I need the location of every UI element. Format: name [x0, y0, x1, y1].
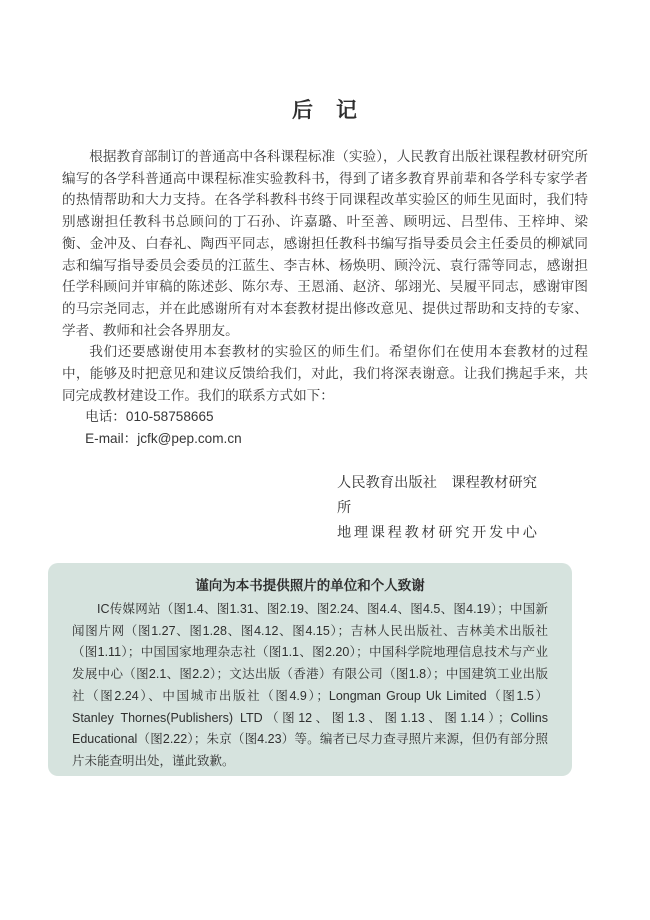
photo-credits-text: IC传媒网站（图1.4、图1.31、图2.19、图2.24、图4.4、图4.5、图4.19）；中国新闻图片网（图1.27、图1.28、图4.12、图4.15）；吉林人民出版社、吉林美术出版社（图1.11）；中国国家地理杂志社（图1.1、图2.20）；中国科学院地理信息技术与产业发展中心（图2.1、图2.2）；文达出版（香港）有限公司（图1.8）；中国建筑工业出版社（图2.24）、中国城市出版社（图4.9）；Longman Group Uk Limited（图1.5） Stanley Thornes(Publishers) LTD（图12、图1.3、图1.13、图1.14）；Collins Educational（图2.22）；朱京（图4.23）等。编者已尽力查寻照片来源，但仍有部分照片未能查明出处，谨此致歉。: [72, 602, 548, 768]
contact-phone: 电话：010-58758665: [85, 409, 214, 425]
photo-credits-box: [48, 563, 572, 776]
page-title: 后 记: [292, 99, 358, 122]
photo-credits-title: 谨向为本书提供照片的单位和个人致谢: [195, 578, 425, 593]
signature-line-publisher: 人民教育出版社 课程教材研究所: [337, 475, 537, 516]
afterword-paragraph: 我们还要感谢使用本套教材的实验区的师生们。希望你们在使用本套教材的过程中，能够及时把意见和建议反馈给我们，对此，我们将深表谢意。让我们携起手来，共同完成教材建设工作。我们的联系方式如下：: [62, 344, 588, 403]
signature-line-center: 地理课程教材研究开发中心: [337, 525, 537, 541]
afterword-paragraph: 根据教育部制订的普通高中各科课程标准（实验），人民教育出版社课程教材研究所编写的各学科普通高中课程标准实验教科书，得到了诸多教育界前辈和各学科专家学者的热情帮助和大力支持。在各学科教科书终于同课程改革实验区的师生见面时，我们特别感谢担任教科书总顾问的丁石孙、许嘉璐、叶至善、顾明远、吕型伟、王梓坤、梁衡、金冲及、白春礼、陶西平同志，感谢担任教科书编写指导委员会主任委员的柳斌同志和编写指导委员会委员的江蓝生、李吉林、杨焕明、顾泠沅、袁行霈等同志，感谢担任学科顾问并审稿的陈述彭、陈尔寿、王恩涌、赵济、邬翊光、吴履平同志，感谢审图的马宗尧同志，并在此感谢所有对本套教材提出修改意见、提供过帮助和支持的专家、学者、教师和社会各界朋友。: [62, 149, 588, 338]
contact-email: E-mail：jcfk@pep.com.cn: [85, 431, 242, 447]
afterword-body: [62, 146, 588, 450]
signature-block: [337, 471, 537, 546]
